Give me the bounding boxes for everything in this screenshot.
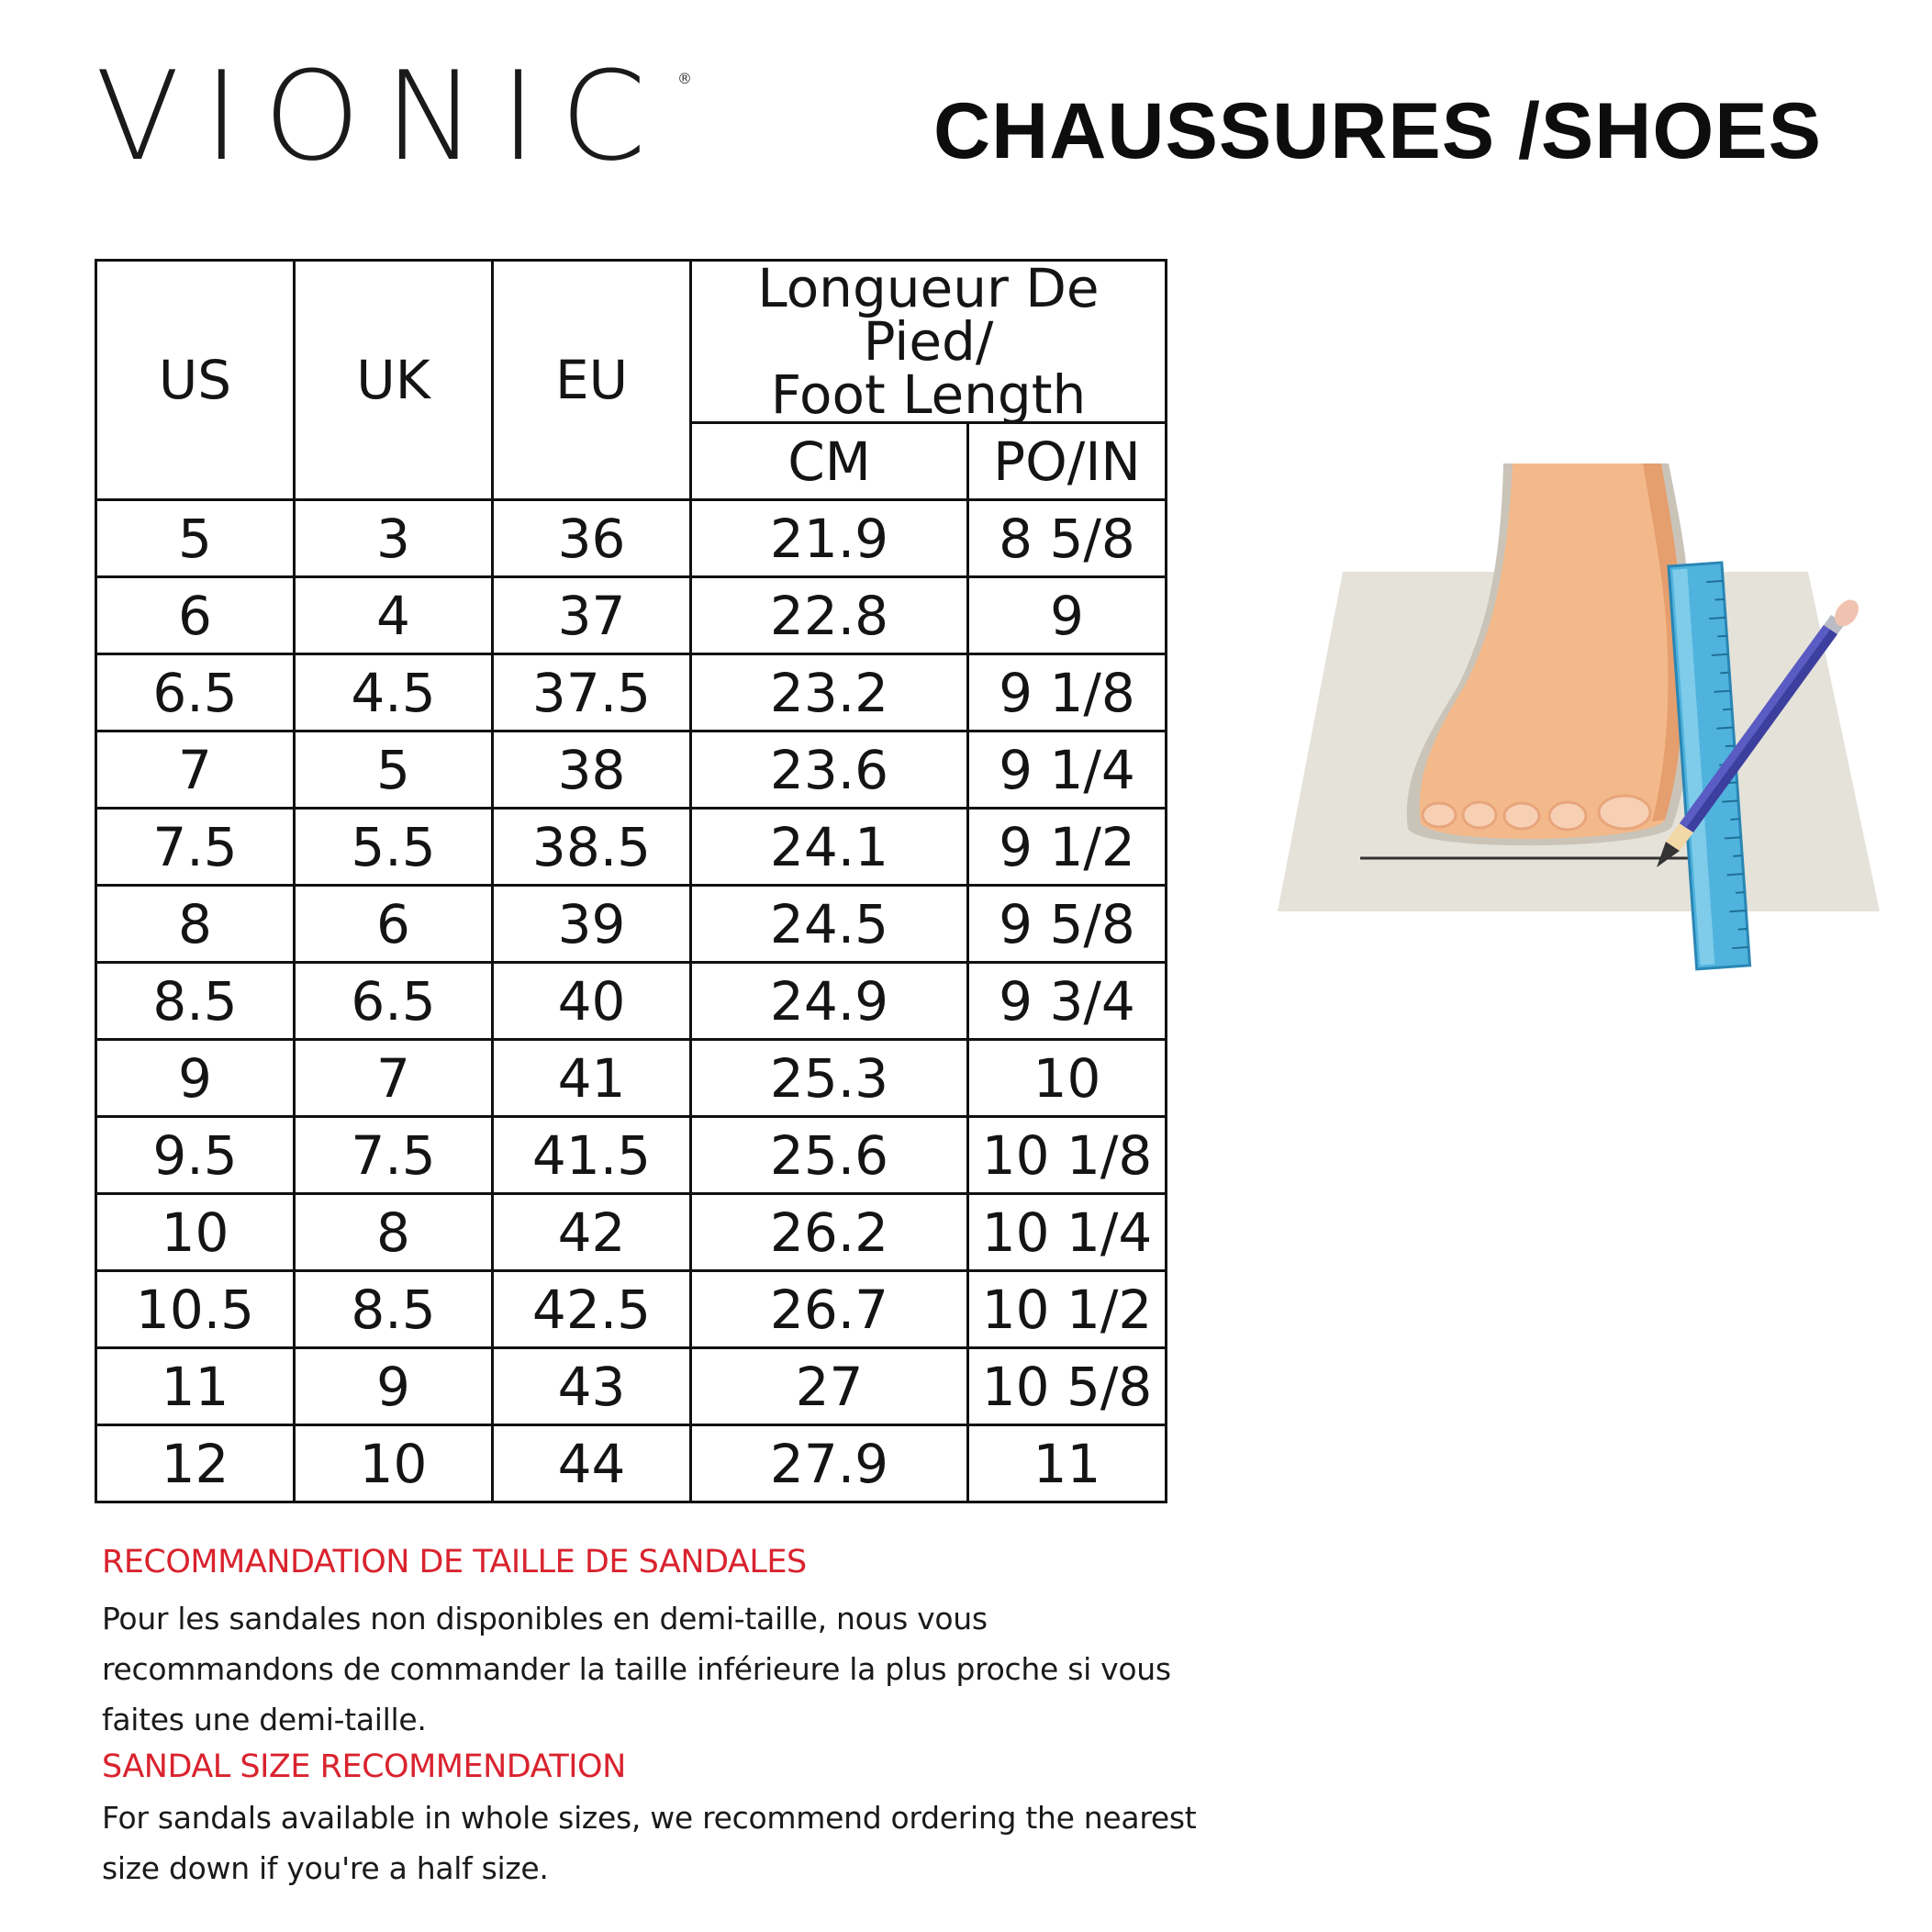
recommendation-text-fr-3: faites une demi-taille. (102, 1702, 427, 1737)
size-cm-cell: 23.6 (691, 731, 968, 809)
size-uk-cell: 7.5 (295, 1117, 493, 1194)
size-us-cell: 9.5 (96, 1117, 295, 1194)
table-row (96, 500, 1167, 577)
recommendation-text-fr-2: recommandons de commander la taille inférieure la plus proche si vous (102, 1651, 1171, 1687)
recommendation-text-en-2: size down if you're a half size. (102, 1850, 549, 1886)
page-title: CHAUSSURES /SHOES (933, 87, 1822, 175)
size-us-cell: 9 (96, 1040, 295, 1117)
size-us-cell: 5 (96, 500, 295, 577)
table-row (96, 577, 1167, 654)
size-cm-cell: 24.9 (691, 963, 968, 1040)
size-cm-cell: 26.7 (691, 1271, 968, 1348)
size-cm-cell: 25.6 (691, 1117, 968, 1194)
size-uk-cell: 5.5 (295, 809, 493, 886)
table-row (96, 809, 1167, 886)
size-uk-cell: 3 (295, 500, 493, 577)
size-uk-cell: 6 (295, 886, 493, 963)
table-row (96, 654, 1167, 731)
header-foot-length-en: Foot Length (770, 363, 1087, 426)
size-eu-cell: 37.5 (493, 654, 691, 731)
recommendation-en (102, 1747, 1240, 1789)
size-cm-cell: 27.9 (691, 1425, 968, 1502)
header-us: US (96, 261, 295, 500)
size-cm-cell: 23.2 (691, 654, 968, 731)
size-inches-cell: 11 (968, 1425, 1167, 1502)
size-eu-cell: 43 (493, 1348, 691, 1425)
size-us-cell: 7.5 (96, 809, 295, 886)
size-us-cell: 12 (96, 1425, 295, 1502)
recommendation-text-fr-1: Pour les sandales non disponibles en demi-taille, nous vous (102, 1601, 988, 1636)
size-eu-cell: 36 (493, 500, 691, 577)
brand-logo: VIONIC (95, 45, 670, 188)
size-eu-cell: 42.5 (493, 1271, 691, 1348)
size-eu-cell: 44 (493, 1425, 691, 1502)
size-cm-cell: 25.3 (691, 1040, 968, 1117)
recommendation-fr-body (102, 1593, 1240, 1745)
size-eu-cell: 42 (493, 1194, 691, 1271)
table-row (96, 1117, 1167, 1194)
size-uk-cell: 4 (295, 577, 493, 654)
size-uk-cell: 6.5 (295, 963, 493, 1040)
header-foot-length (691, 257, 1167, 426)
header-inches: PO/IN (968, 423, 1167, 500)
size-us-cell: 6 (96, 577, 295, 654)
size-inches-cell: 9 1/4 (968, 731, 1167, 809)
toe-4 (1549, 802, 1586, 830)
recommendation-heading-fr: RECOMMANDATION DE TAILLE DE SANDALES (102, 1544, 807, 1580)
header-foot-length-fr: Longueur De Pied/ (757, 257, 1100, 373)
size-inches-cell: 9 1/8 (968, 654, 1167, 731)
header-eu: EU (493, 261, 691, 500)
recommendation-heading-en: SANDAL SIZE RECOMMENDATION (102, 1748, 626, 1785)
size-uk-cell: 4.5 (295, 654, 493, 731)
size-chart-table (95, 259, 1167, 1503)
table-row (96, 963, 1167, 1040)
size-eu-cell: 41 (493, 1040, 691, 1117)
size-eu-cell: 38 (493, 731, 691, 809)
table-row (96, 1194, 1167, 1271)
size-inches-cell: 9 5/8 (968, 886, 1167, 963)
size-cm-cell: 24.5 (691, 886, 968, 963)
size-uk-cell: 7 (295, 1040, 493, 1117)
toe-3 (1504, 803, 1539, 829)
size-inches-cell: 10 1/4 (968, 1194, 1167, 1271)
size-rows (96, 500, 1167, 1502)
size-cm-cell: 27 (691, 1348, 968, 1425)
header-cm: CM (691, 423, 968, 500)
size-uk-cell: 8 (295, 1194, 493, 1271)
size-cm-cell: 24.1 (691, 809, 968, 886)
size-cm-cell: 26.2 (691, 1194, 968, 1271)
size-inches-cell: 10 1/8 (968, 1117, 1167, 1194)
size-inches-cell: 10 (968, 1040, 1167, 1117)
table-row (96, 1040, 1167, 1117)
size-eu-cell: 40 (493, 963, 691, 1040)
foot-measuring-icon (1276, 463, 1882, 977)
size-inches-cell: 9 3/4 (968, 963, 1167, 1040)
size-us-cell: 8 (96, 886, 295, 963)
size-eu-cell: 39 (493, 886, 691, 963)
size-cm-cell: 22.8 (691, 577, 968, 654)
size-cm-cell: 21.9 (691, 500, 968, 577)
size-us-cell: 10 (96, 1194, 295, 1271)
size-uk-cell: 5 (295, 731, 493, 809)
table-row (96, 1271, 1167, 1348)
size-inches-cell: 10 5/8 (968, 1348, 1167, 1425)
size-inches-cell: 9 (968, 577, 1167, 654)
toe-5 (1599, 796, 1650, 829)
table-row (96, 731, 1167, 809)
size-eu-cell: 37 (493, 577, 691, 654)
recommendation-en-body (102, 1792, 1240, 1893)
size-inches-cell: 10 1/2 (968, 1271, 1167, 1348)
recommendation-text-en-1: For sandals available in whole sizes, we recommend ordering the nearest (102, 1800, 1197, 1836)
table-row (96, 886, 1167, 963)
table-row (96, 1425, 1167, 1502)
size-eu-cell: 41.5 (493, 1117, 691, 1194)
toe-1 (1423, 803, 1456, 827)
size-eu-cell: 38.5 (493, 809, 691, 886)
recommendation-fr (102, 1542, 1240, 1584)
size-uk-cell: 9 (295, 1348, 493, 1425)
size-inches-cell: 9 1/2 (968, 809, 1167, 886)
registered-mark: ® (677, 70, 692, 87)
size-us-cell: 7 (96, 731, 295, 809)
header-uk: UK (295, 261, 493, 500)
table-row (96, 1348, 1167, 1425)
toe-2 (1463, 802, 1496, 828)
size-us-cell: 11 (96, 1348, 295, 1425)
size-uk-cell: 10 (295, 1425, 493, 1502)
size-inches-cell: 8 5/8 (968, 500, 1167, 577)
size-us-cell: 6.5 (96, 654, 295, 731)
size-us-cell: 10.5 (96, 1271, 295, 1348)
size-us-cell: 8.5 (96, 963, 295, 1040)
size-uk-cell: 8.5 (295, 1271, 493, 1348)
